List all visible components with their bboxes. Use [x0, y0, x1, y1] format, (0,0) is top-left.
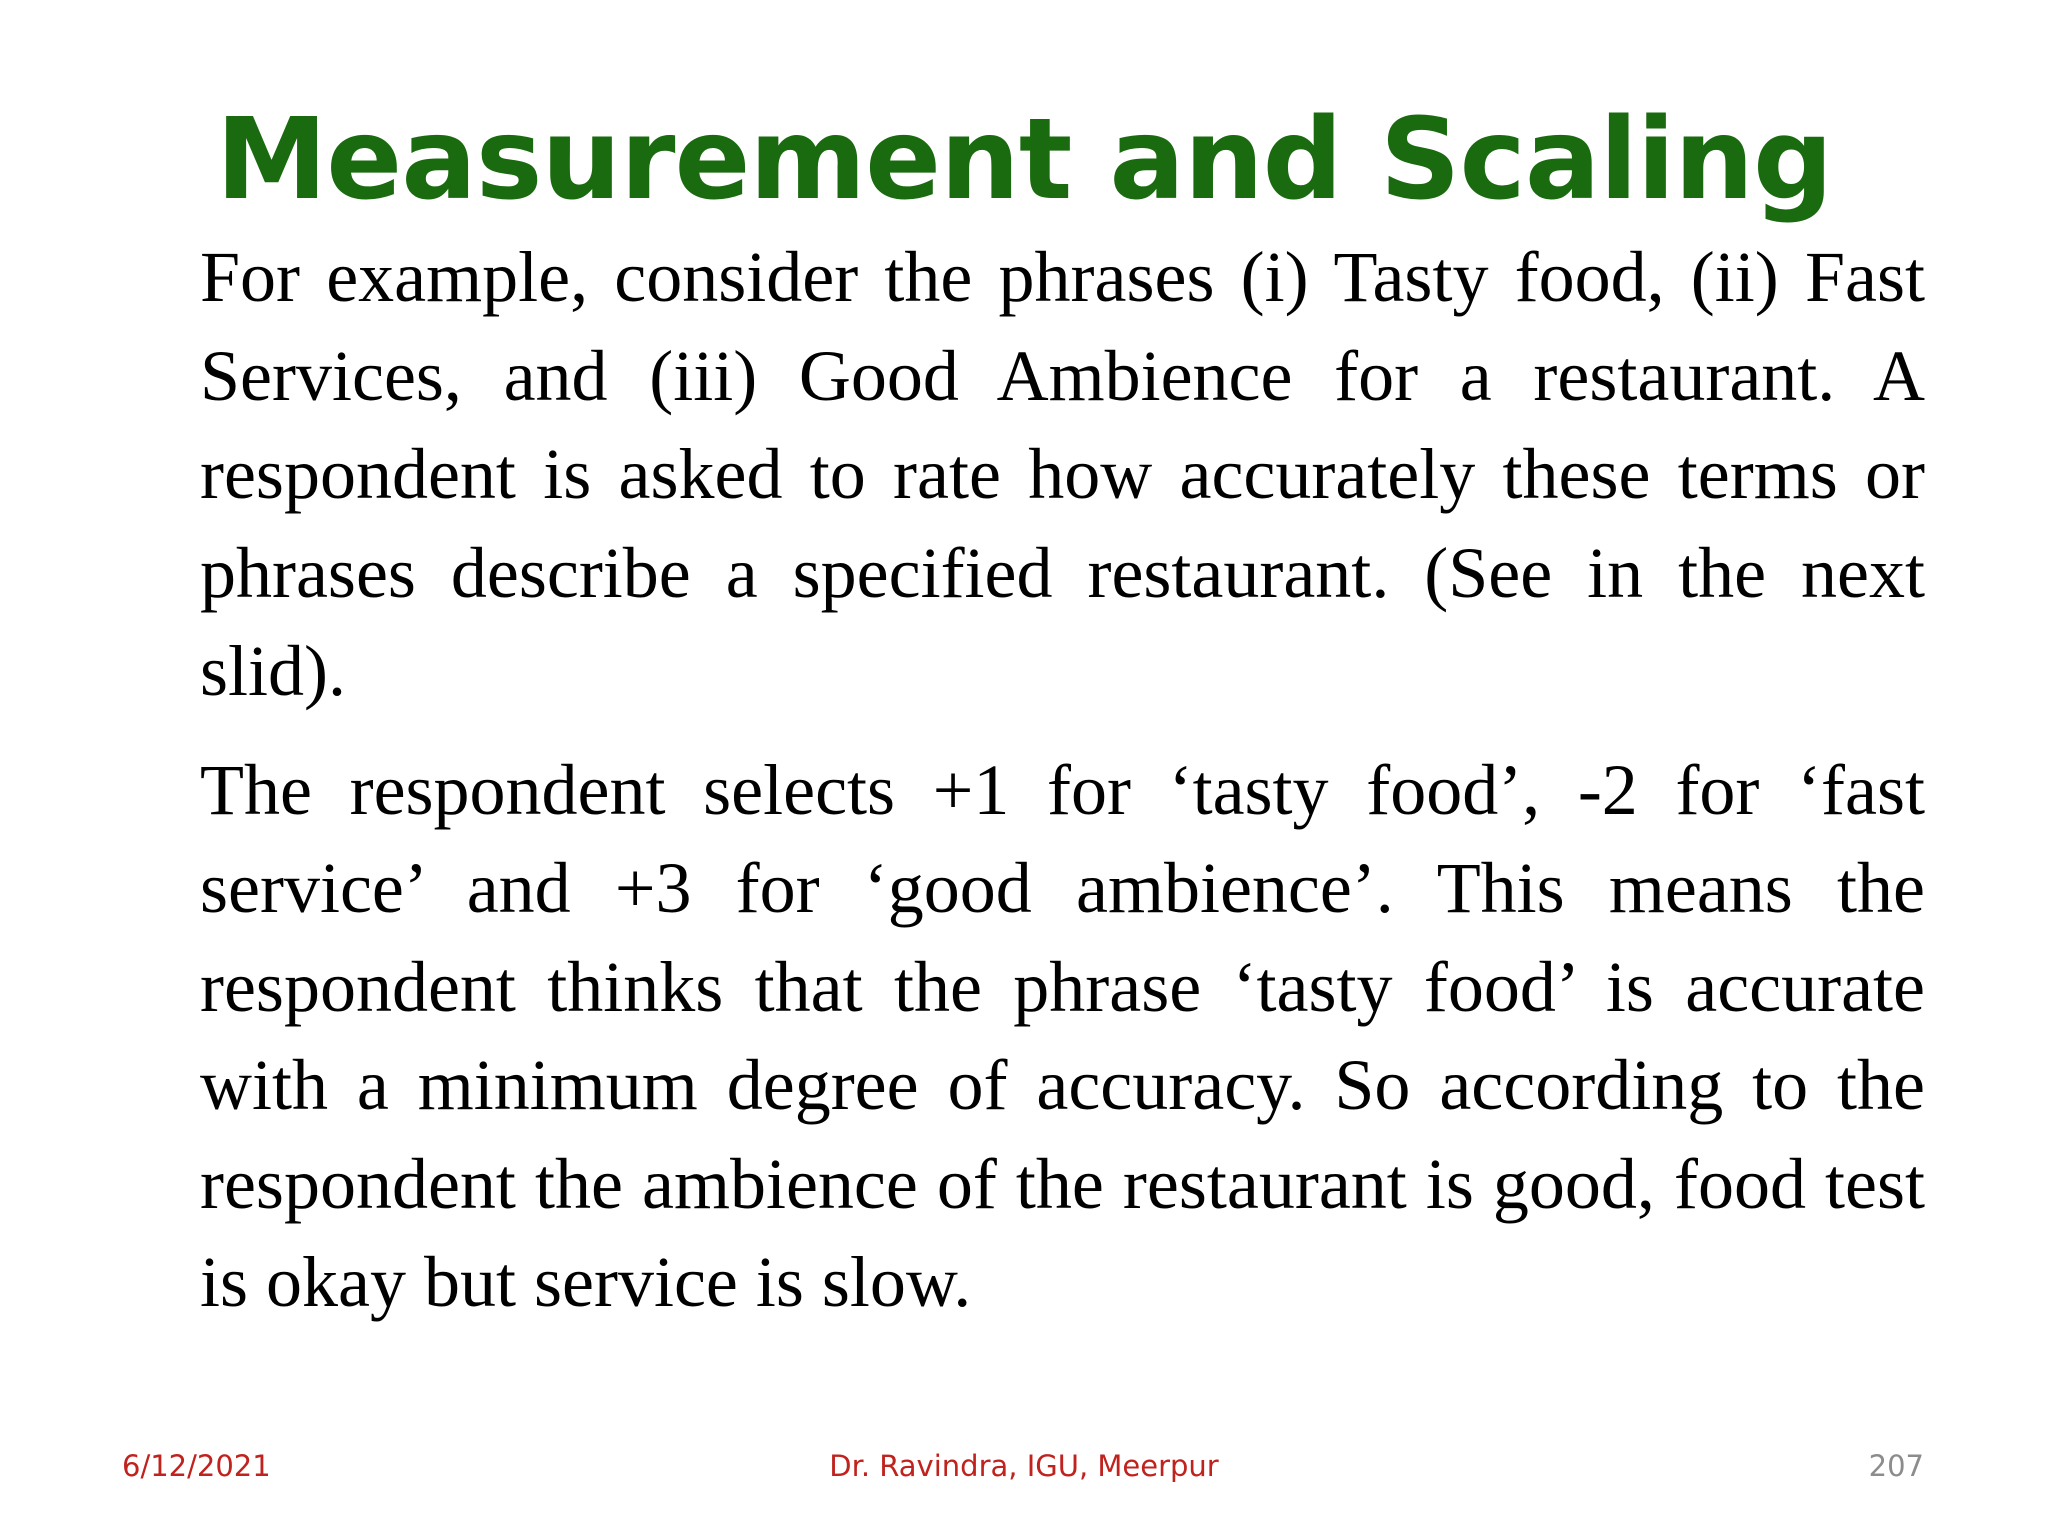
slide-body: [200, 228, 1925, 1352]
footer-author: Dr. Ravindra, IGU, Meerpur: [829, 1449, 1219, 1483]
body-paragraph: The respondent selects +1 for ‘tasty food’, -2 for ‘fast service’ and +3 for ‘good ambience’. This means the respondent thinks that the phrase ‘tasty food’ is accurate with a minimum degree of accuracy. So according to the respondent the ambience of the restaurant is good, food test is okay but service is slow.: [200, 749, 1925, 1322]
footer-date: 6/12/2021: [122, 1449, 271, 1483]
page-number: 207: [1868, 1449, 1924, 1483]
body-paragraph: For example, consider the phrases (i) Tasty food, (ii) Fast Services, and (iii) Good Ambience for a restaurant. A respondent is asked to rate how accurately these terms or phrases describe a specified restaurant. (See in the next slid).: [200, 237, 1925, 711]
slide-title: Measurement and Scaling: [215, 95, 1833, 225]
